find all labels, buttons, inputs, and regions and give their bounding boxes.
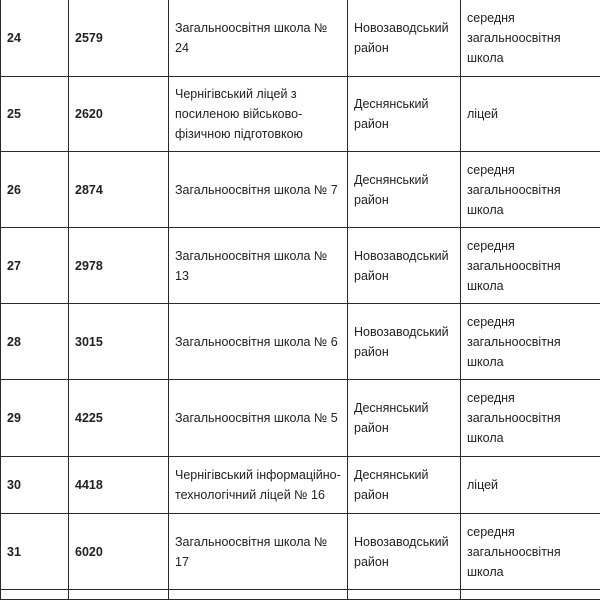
school-code: 3015 [69,304,169,380]
school-district: Деснянський район [348,152,461,228]
school-type: середня загальноосвітня школа [461,380,600,457]
school-type: середня загальноосвітня школа [461,0,600,77]
school-code: 2874 [69,152,169,228]
school-district: Новозаводський район [348,514,461,590]
school-name: Загальноосвітня школа № 7 [169,152,348,228]
row-number: 27 [1,228,69,304]
table-row-partial [1,590,600,600]
school-district: Новозаводський район [348,0,461,77]
row-number: 25 [1,77,69,152]
table-cell-empty [1,590,69,600]
table-row [1,152,600,228]
school-type: середня загальноосвітня школа [461,514,600,590]
school-code: 4418 [69,457,169,514]
school-district: Деснянський район [348,380,461,457]
school-name: Чернігівський інформаційно-технологічний ліцей № 16 [169,457,348,514]
school-name: Загальноосвітня школа № 13 [169,228,348,304]
table-cell-empty [461,590,600,600]
school-name: Загальноосвітня школа № 24 [169,0,348,77]
school-name: Чернігівський ліцей з посиленою військово-фізичною підготовкою [169,77,348,152]
row-number: 26 [1,152,69,228]
table-row [1,457,600,514]
school-type: ліцей [461,457,600,514]
table-row [1,304,600,380]
school-type: ліцей [461,77,600,152]
table-row [1,380,600,457]
school-district: Деснянський район [348,457,461,514]
school-code: 2620 [69,77,169,152]
table-row [1,514,600,590]
school-district: Новозаводський район [348,304,461,380]
table-row [1,228,600,304]
school-name: Загальноосвітня школа № 6 [169,304,348,380]
school-name: Загальноосвітня школа № 17 [169,514,348,590]
school-code: 6020 [69,514,169,590]
table-row [1,77,600,152]
school-code: 2579 [69,0,169,77]
school-district: Новозаводський район [348,228,461,304]
table-row [1,0,600,77]
table-cell-empty [169,590,348,600]
school-name: Загальноосвітня школа № 5 [169,380,348,457]
school-code: 2978 [69,228,169,304]
school-district: Деснянський район [348,77,461,152]
row-number: 31 [1,514,69,590]
row-number: 24 [1,0,69,77]
table-cell-empty [348,590,461,600]
table-cell-empty [69,590,169,600]
school-code: 4225 [69,380,169,457]
school-type: середня загальноосвітня школа [461,304,600,380]
school-type: середня загальноосвітня школа [461,152,600,228]
row-number: 28 [1,304,69,380]
row-number: 29 [1,380,69,457]
row-number: 30 [1,457,69,514]
school-type: середня загальноосвітня школа [461,228,600,304]
